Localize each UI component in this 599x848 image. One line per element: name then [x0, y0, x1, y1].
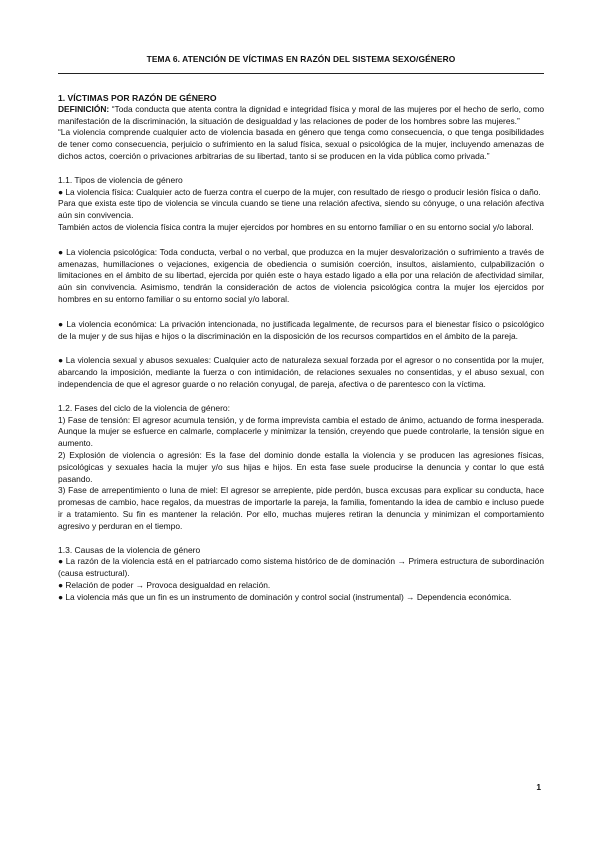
section-1-heading: 1. VÍCTIMAS POR RAZÓN DE GÉNERO: [58, 92, 217, 103]
section-1-2-heading: 1.2. Fases del ciclo de la violencia de género:: [58, 402, 230, 413]
page-title: TEMA 6. ATENCIÓN DE VÍCTIMAS EN RAZÓN DEL SISTEMA SEXO/GÉNERO: [146, 54, 456, 64]
document-page: [58, 54, 544, 603]
cause-item: ● Relación de poder → Provoca desigualdad en relación.: [58, 579, 271, 590]
definition-paragraph: [58, 104, 544, 128]
phase-paragraph: 2) Explosión de violencia o agresión: Es la fase del dominio donde estalla la violencia y se producen las agresiones físicas, psicológicas y sexuales hacia la mujer y/o sus hijas e hijos. En esta fase suele producirse la denuncia y contar lo que está pasando.: [58, 449, 544, 484]
phase-paragraph: 3) Fase de arrepentimiento o luna de miel: El agresor se arrepiente, pide perdón, busca excusas para explicar su conducta, hace promesas de cambio, hace regalos, da muestras de importarle la pareja, la familia, fomentando la idea de cambio e incluso puede ir a tratamiento. Su fin es mantener la relación. Por ello, muchas mujeres retiran la denuncia y minimizan el comportamiento agresivo y perduran en el tiempo.: [58, 485, 544, 531]
violence-quote: “La violencia comprende cualquier acto de violencia basada en género que tenga como consecuencia, o que tenga posibilidades de tener como consecuencia, perjuicio o sufrimiento en la salud física, sexual o psicológica de la mujer, incluyendo amenazas de dichos actos, coerción o privaciones arbitrarias de su libertad, tanto si se producen en la vida pública como privada.”: [58, 127, 544, 161]
phase-paragraph: 1) Fase de tensión: El agresor acumula tensión, y de forma imprevista cambia el estado de ánimo, actuando de forma inesperada. Aunque la mujer se esfuerce en calmarle, complacerle y minimizar la tensión, creyendo que puede controlarle, la tensión sigue en aumento.: [58, 414, 544, 449]
page-number: 1: [536, 782, 541, 792]
cause-item: ● La violencia más que un fin es un instrumento de dominación y control social (instrumental) → Dependencia económica.: [58, 591, 512, 602]
economic-violence-paragraph: ● La violencia económica: La privación intencionada, no justificada legalmente, de recursos para el bienestar físico o psicológico de la mujer y de sus hijas e hijos o la discriminación en la disposición de los recursos compartidos en el ámbito de la pareja.: [58, 318, 544, 341]
physical-violence-paragraph: También actos de violencia física contra la mujer ejercidos por hombres en su entorno familiar o en su entorno social y/o laboral.: [58, 221, 534, 232]
section-1-1-heading: 1.1. Tipos de violencia de género: [58, 174, 183, 185]
definition-text: “Toda conducta que atenta contra la dignidad e integridad física y moral de las mujeres por el hecho de serlo, como manifestación de la discriminación, la situación de desigualdad y las relaciones de poder de los hombres sobre las mujeres.”: [58, 103, 544, 126]
section-1-3-heading: 1.3. Causas de la violencia de género: [58, 544, 201, 555]
definition-label: DEFINICIÓN:: [58, 103, 110, 114]
physical-violence-paragraph: Para que exista este tipo de violencia se vincula cuando se tiene una relación afectiva, siendo su cónyuge, o una relación afectiva aún sin convivencia.: [58, 198, 544, 221]
title-divider: [58, 73, 544, 74]
psychological-violence-paragraph: ● La violencia psicológica: Toda conducta, verbal o no verbal, que produzca en la mujer desvalorización o sufrimiento a través de amenazas, humillaciones o vejaciones, exigencia de obediencia o sumisión coerción, insultos, aislamiento, culpabilización o limitaciones en el ámbito de su libertad, ejercida por quién este o haya estado ligado a ella por una relación de afectividad similar, aún sin convivencia. Asimismo, tendrán la consideración de actos de violencia psicológica contra la mujer los ejercidos por hombres en su entorno familiar o su entorno social y/o laboral.: [58, 246, 544, 304]
sexual-violence-paragraph: ● La violencia sexual y abusos sexuales: Cualquier acto de naturaleza sexual forzada por el agresor o no consentida por la mujer, abarcando la imposición, mediante la fuerza o con intimidación, de relaciones sexuales no consentidas, y el abuso sexual, con independencia de que el agresor guarde o no relación conyugal, de pareja, afectiva o de parentesco con la víctima.: [58, 355, 544, 389]
physical-violence-paragraph: ● La violencia física: Cualquier acto de fuerza contra el cuerpo de la mujer, con resultado de riesgo o producir lesión física o daño.: [58, 186, 541, 197]
cause-item: ● La razón de la violencia está en el patriarcado como sistema histórico de de dominación → Primera estructura de subordinación (causa estructural).: [58, 556, 544, 579]
